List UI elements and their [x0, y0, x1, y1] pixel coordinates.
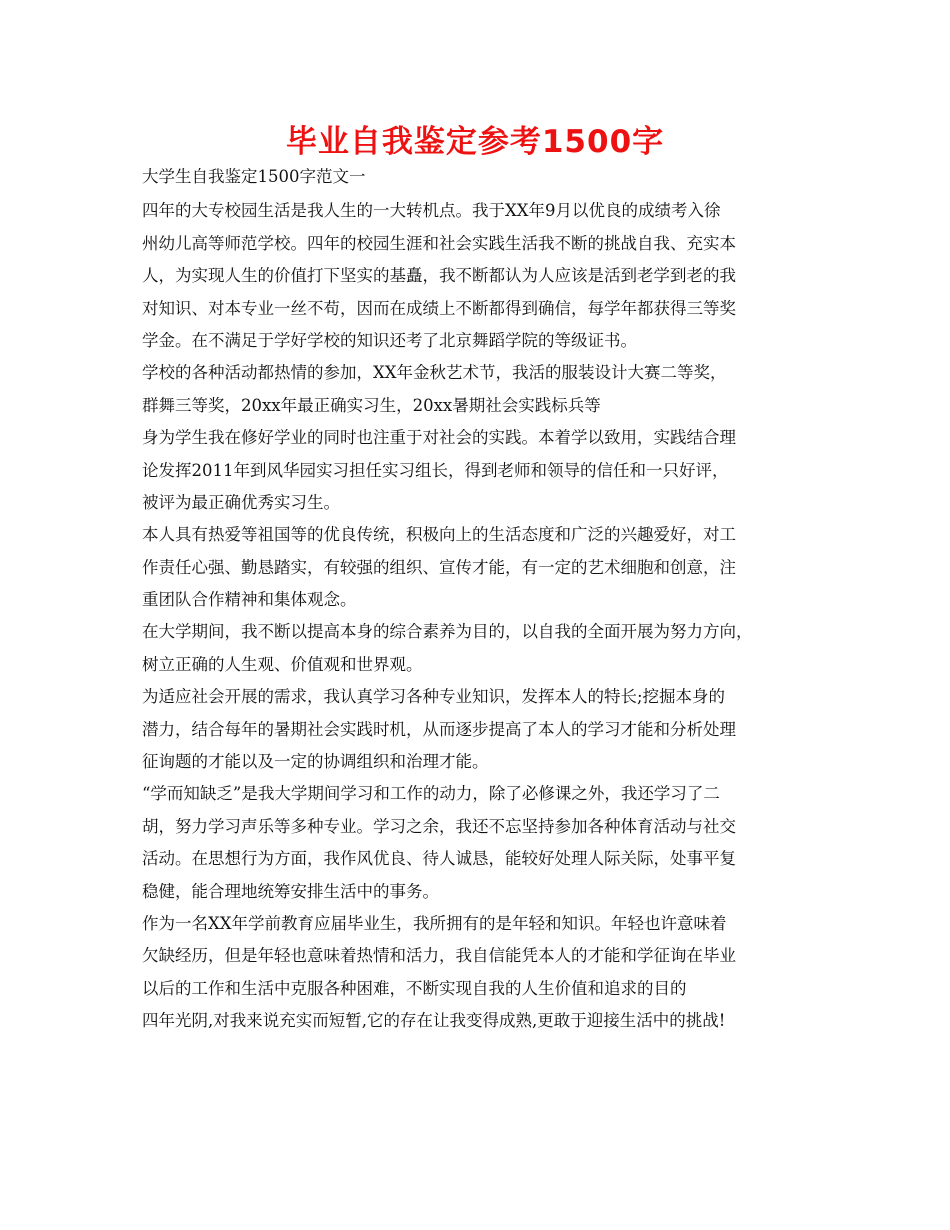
paragraph: [142, 422, 832, 519]
paragraph-line: 州幼儿高等师范学校。四年的校园生涯和社会实践生活我不断的挑战自我、充实本: [142, 233, 736, 253]
paragraph-line: 对知识、对本专业一丝不苟，因而在成绩上不断都得到确信，每学年都获得三等奖: [142, 298, 736, 318]
paragraph-line: 四年光阴,对我来说充实而短暂,它的存在让我变得成熟,更敢于迎接生活中的挑战!: [142, 1011, 726, 1031]
paragraph-line: 为适应社会开展的需求，我认真学习各种专业知识，发挥本人的特长;挖掘本身的: [142, 687, 726, 707]
paragraph-line: 被评为最正确优秀实习生。: [142, 492, 340, 512]
paragraph: [142, 357, 832, 422]
paragraph-line: 活动。在思想行为方面，我作风优良、待人诚恳，能较好处理人际关际，处事平复: [142, 849, 736, 869]
paragraph-line: 本人具有热爱等祖国等的优良传统，积极向上的生活态度和广泛的兴趣爱好，对工: [142, 525, 736, 545]
paragraph-line: 学金。在不满足于学好学校的知识还考了北京舞蹈学院的等级证书。: [142, 330, 637, 350]
paragraph: [142, 778, 832, 908]
paragraph-line: 作责任心强、勤恳踏实，有较强的组织、宣传才能，有一定的艺术细胞和创意，注: [142, 557, 736, 577]
paragraph-line: “学而知缺乏”是我大学期间学习和工作的动力，除了必修课之外，我还学习了二: [142, 784, 720, 804]
paragraph-line: 欠缺经历，但是年轻也意味着热情和活力，我自信能凭本人的才能和学征询在毕业: [142, 946, 736, 966]
paragraph-line: 树立正确的人生观、价值观和世界观。: [142, 654, 423, 674]
paragraph: [142, 1005, 832, 1037]
paragraph: [142, 681, 832, 778]
paragraph: [142, 616, 832, 681]
paragraph: [142, 195, 832, 357]
paragraph-line: 征询题的才能以及一定的协调组织和治理才能。: [142, 752, 489, 772]
paragraph-line: 群舞三等奖，20xx年最正确实习生，20xx暑期社会实践标兵等: [142, 395, 601, 415]
paragraph-line: 论发挥2011年到风华园实习担任实习组长，得到老师和领导的信任和一只好评，: [142, 460, 729, 480]
paragraph: [142, 519, 832, 616]
document-body: [142, 163, 832, 1038]
paragraph-line: 胡，努力学习声乐等多种专业。学习之余，我还不忘坚持参加各种体育活动与社交: [142, 816, 736, 836]
paragraph-line: 作为一名XX年学前教育应届毕业生，我所拥有的是年轻和知识。年轻也许意味着: [142, 913, 727, 933]
paragraph-line: 以后的工作和生活中克服各种困难，不断实现自我的人生价值和追求的目的: [142, 978, 687, 998]
paragraph-line: 稳健，能合理地统筹安排生活中的事务。: [142, 881, 439, 901]
paragraph-line: 在大学期间，我不断以提高本身的综合素养为目的，以自我的全面开展为努力方向，: [142, 622, 753, 642]
paragraph-line: 四年的大专校园生活是我人生的一大转机点。我于XX年9月以优良的成绩考入徐: [142, 201, 721, 221]
document-subtitle: 大学生自我鉴定1500字范文一: [142, 167, 366, 186]
document-title: 毕业自我鉴定参考1500字: [285, 124, 665, 160]
paragraph-line: 身为学生我在修好学业的同时也注重于对社会的实践。本着学以致用，实践结合理: [142, 428, 736, 448]
paragraph: [142, 908, 832, 1005]
paragraph-line: 重团队合作精神和集体观念。: [142, 590, 357, 610]
paragraph-line: 人，为实现人生的价值打下坚实的基矗，我不断都认为人应该是活到老学到老的我: [142, 266, 736, 286]
paragraph-line: 学校的各种活动都热情的参加，XX年金秋艺术节，我活的服装设计大赛二等奖，: [142, 363, 727, 383]
paragraph-line: 潜力，结合每年的暑期社会实践时机，从而逐步提高了本人的学习才能和分析处理: [142, 719, 736, 739]
